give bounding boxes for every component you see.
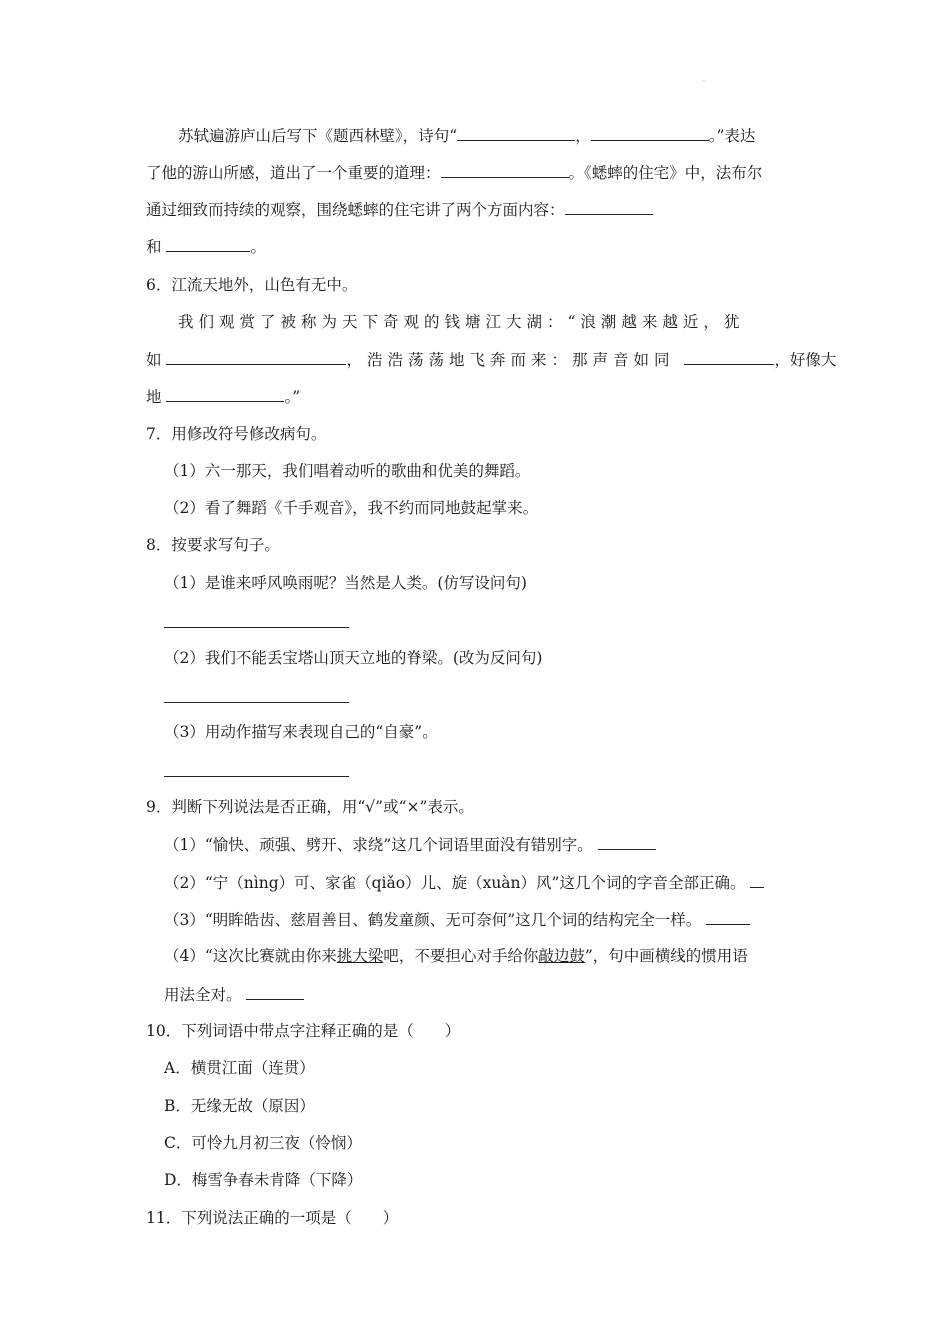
answer-blank[interactable] <box>166 386 284 402</box>
q9-title: 9．判断下列说法是否正确，用“√”或“×”表示。 <box>146 798 474 816</box>
answer-blank[interactable] <box>565 199 653 215</box>
q9-item-4: （4）“这次比赛就由你来挑大梁吧，不要担心对手给你敲边鼓”，句中画横线的惯用语 <box>164 947 748 965</box>
answer-blank[interactable] <box>441 162 569 178</box>
q10-title: 10．下列词语中带点字注释正确的是（ ） <box>146 1022 461 1040</box>
q8-title: 8．按要求写句子。 <box>146 536 280 554</box>
answer-blank[interactable] <box>706 909 750 925</box>
q6-line-2: 如 ，浩浩荡荡地飞奔而来：那声音如同 ，好像大 <box>146 351 837 369</box>
q9-item-4-cont: 用法全对。 <box>164 984 304 1005</box>
q7-item-2: （2）看了舞蹈《千手观音》，我不约而同地鼓起掌来。 <box>164 499 539 517</box>
q5-line-4: 和 。 <box>146 238 266 256</box>
answer-blank[interactable] <box>457 125 575 141</box>
answer-blank[interactable] <box>246 984 304 1000</box>
q5-line-1: 苏轼遍游庐山后写下《题西林壁》，诗句“ ， 。”表达 <box>178 127 756 145</box>
q6-line-3: 地 。” <box>146 388 301 406</box>
q7-item-1: （1）六一那天，我们唱着动听的歌曲和优美的舞蹈。 <box>164 462 531 480</box>
q9-item-3: （3）“明眸皓齿、慈眉善目、鹤发童颜、无可奈何”这几个词的结构完全一样。 <box>164 909 750 930</box>
q10-option-b: B．无缘无故（原因） <box>164 1097 315 1115</box>
page-mark: . <box>703 76 705 83</box>
q8-item-2: （2）我们不能丢宝塔山顶天立地的脊梁。(改为反问句) <box>164 649 543 667</box>
answer-blank[interactable] <box>166 349 346 365</box>
q7-title: 7．用修改符号修改病句。 <box>146 425 327 443</box>
answer-blank[interactable] <box>684 349 774 365</box>
answer-blank[interactable] <box>750 872 764 888</box>
q8-item-1: （1）是谁来呼风唤雨呢？当然是人类。(仿写设问句) <box>164 574 527 592</box>
q9-item-2: （2）“宁（nìng）可、家雀（qiǎo）儿、旋（xuàn）风”这几个词的字音全部正确。 <box>164 872 764 893</box>
q9-item-1: （1）“愉快、顽强、劈开、求绕”这几个词语里面没有错别字。 <box>164 834 656 855</box>
answer-blank[interactable] <box>591 125 709 141</box>
q10-option-d: D．梅雪争春未肯降（下降） <box>164 1171 363 1189</box>
q6-line-1: 我们观赏了被称为天下奇观的钱塘江大湖：“浪潮越来越近，犹 <box>178 313 745 331</box>
q11-title: 11．下列说法正确的一项是（ ） <box>146 1209 399 1227</box>
answer-blank[interactable] <box>166 236 250 252</box>
q10-option-a: A．横贯江面（连贯） <box>164 1059 315 1077</box>
answer-blank[interactable] <box>598 834 656 850</box>
q6-title: 6．江流天地外，山色有无中。 <box>146 276 358 294</box>
answer-line[interactable] <box>164 761 349 777</box>
answer-line[interactable] <box>164 687 349 703</box>
q8-item-3: （3）用动作描写来表现自己的“自豪”。 <box>164 723 438 741</box>
q10-option-c: C．可怜九月初三夜（怜悯） <box>164 1134 362 1152</box>
q5-line-3: 通过细致而持续的观察，围绕蟋蟀的住宅讲了两个方面内容： <box>146 199 653 220</box>
q5-line-2: 了他的游山所感，道出了一个重要的道理： 。《蟋蟀的住宅》中，法布尔 <box>146 164 763 182</box>
answer-line[interactable] <box>164 612 349 628</box>
